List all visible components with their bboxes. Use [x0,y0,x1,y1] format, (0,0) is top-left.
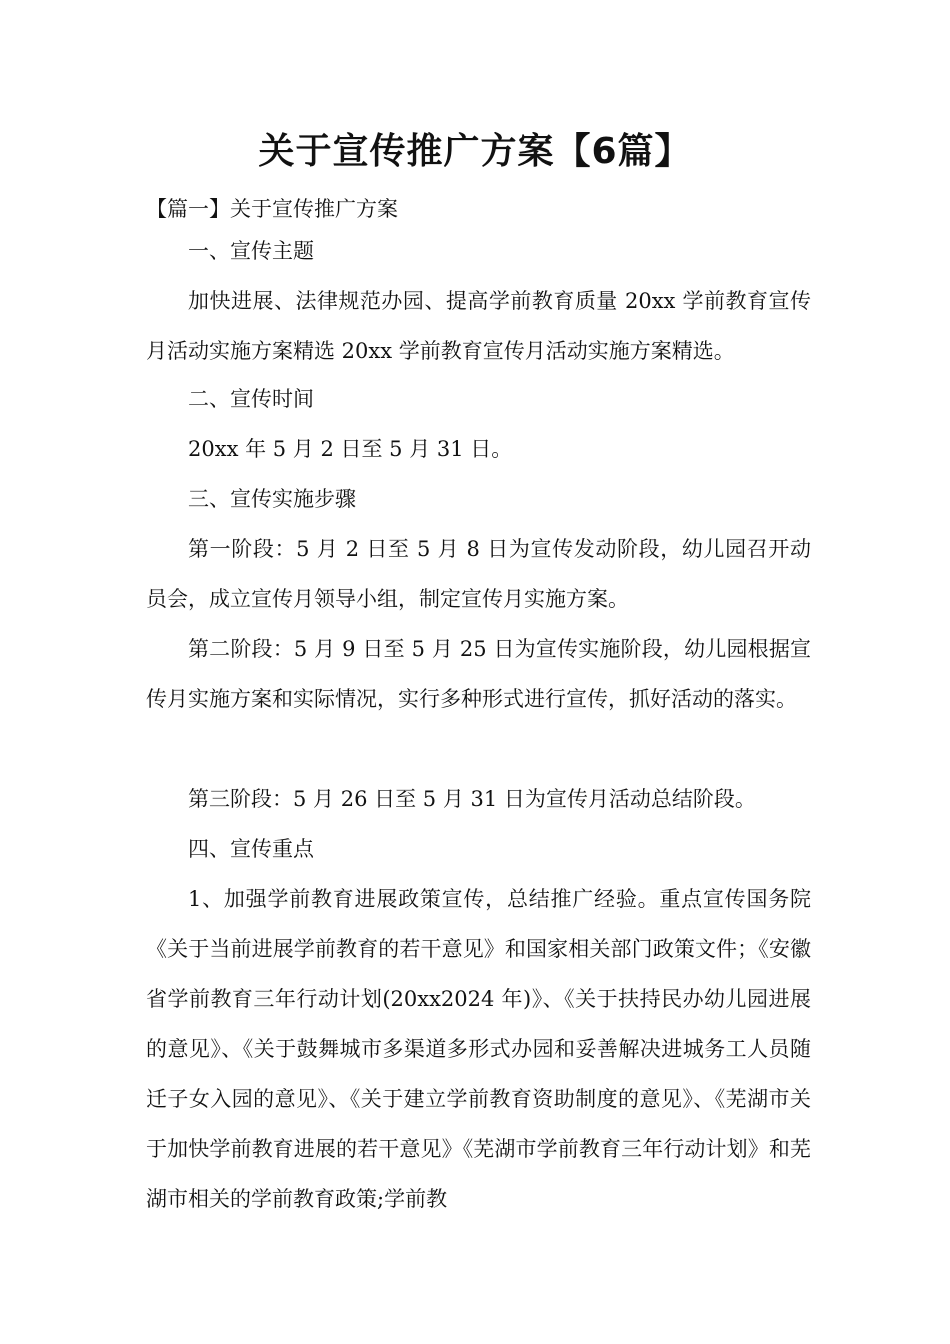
heading-focus: 四、宣传重点 [188,837,314,861]
paragraph-stage-one: 第一阶段：5 月 2 日至 5 月 8 日为宣传发动阶段，幼儿园召开动员会，成立宣传月领导小组，制定宣传月实施方案。 [146,537,811,611]
paragraph-time: 20xx 年 5 月 2 日至 5 月 31 日。 [188,437,513,461]
heading-time: 二、宣传时间 [188,387,314,411]
paragraph-stage-three: 第三阶段：5 月 26 日至 5 月 31 日为宣传月活动总结阶段。 [188,787,756,811]
heading-theme: 一、宣传主题 [188,239,314,263]
paragraph-stage-two: 第二阶段：5 月 9 日至 5 月 25 日为宣传实施阶段，幼儿园根据宣传月实施方案和实际情况，实行多种形式进行宣传，抓好活动的落实。 [146,637,811,711]
heading-steps: 三、宣传实施步骤 [188,487,356,511]
section-heading-part-one: 【篇一】关于宣传推广方案 [146,197,398,221]
paragraph-theme: 加快进展、法律规范办园、提高学前教育质量 20xx 学前教育宣传月活动实施方案精选 20xx 学前教育宣传月活动实施方案精选。 [146,289,811,363]
document-title: 关于宣传推广方案【6篇】 [258,131,692,172]
paragraph-focus-one: 1、加强学前教育进展政策宣传，总结推广经验。重点宣传国务院《关于当前进展学前教育的若干意见》和国家相关部门政策文件；《安徽省学前教育三年行动计划(20xx2024 年)》、《关于扶持民办幼儿园进展的意见》、《关于鼓舞城市多渠道多形式办园和妥善解决进城务工人员随迁子女入园的意见》、《关于建立学前教育资助制度的意见》、《芜湖市关于加快学前教育进展的若干意见》《芜湖市学前教育三年行动计划》和芜湖市相关的学前教育政策;学前教 [146,887,811,1211]
